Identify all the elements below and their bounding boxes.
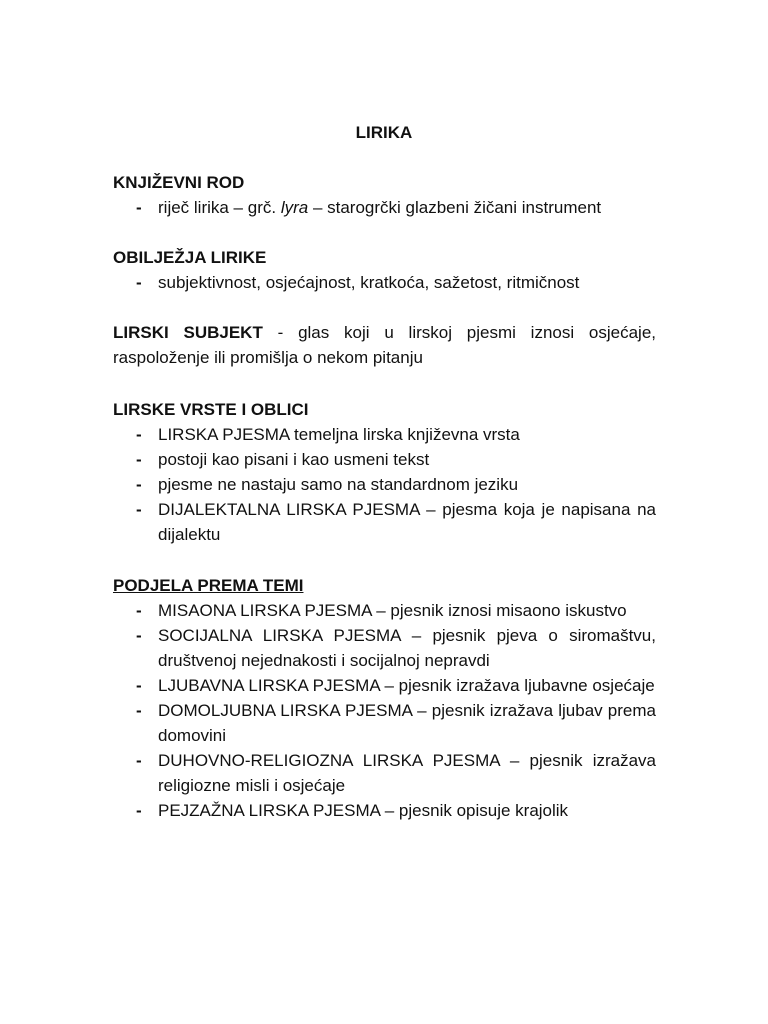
section-lirske-vrste xyxy=(113,397,656,547)
list-item: - subjektivnost, osjećajnost, kratkoća, sažetost, ritmičnost xyxy=(113,270,656,295)
section-heading: OBILJEŽJA LIRIKE xyxy=(113,248,267,267)
section-heading: LIRSKE VRSTE I OBLICI xyxy=(113,400,309,419)
list-item: - MISAONA LIRSKA PJESMA – pjesnik iznosi misaono iskustvo xyxy=(113,598,656,623)
list-item: - LJUBAVNA LIRSKA PJESMA – pjesnik izražava ljubavne osjećaje xyxy=(113,673,656,698)
list-item: - PEJZAŽNA LIRSKA PJESMA – pjesnik opisuje krajolik xyxy=(113,798,656,823)
list-item: - SOCIJALNA LIRSKA PJESMA – pjesnik pjeva o siromaštvu, društvenoj nejednakosti i socijalnoj nepravdi xyxy=(113,623,656,673)
section-heading: PODJELA PREMA TEMI xyxy=(113,576,304,595)
list-item: - riječ lirika – grč. lyra – starogrčki glazbeni žičani instrument xyxy=(113,195,656,220)
section-lirski-subjekt xyxy=(113,320,656,370)
list-item: - DOMOLJUBNA LIRSKA PJESMA – pjesnik izražava ljubav prema domovini xyxy=(113,698,656,748)
bullet-list xyxy=(113,270,656,295)
list-item: - DIJALEKTALNA LIRSKA PJESMA – pjesma koja je napisana na dijalektu xyxy=(113,497,656,547)
list-item: - postoji kao pisani i kao usmeni tekst xyxy=(113,447,656,472)
term-label: LIRSKI SUBJEKT xyxy=(113,323,263,342)
section-heading: KNJIŽEVNI ROD xyxy=(113,173,245,192)
bullet-list xyxy=(113,598,656,823)
list-item: - LIRSKA PJESMA temeljna lirska književna vrsta xyxy=(113,422,656,447)
bullet-list xyxy=(113,195,656,220)
section-podjela-prema-temi xyxy=(113,573,656,823)
list-item: - DUHOVNO-RELIGIOZNA LIRSKA PJESMA – pjesnik izražava religiozne misli i osjećaje xyxy=(113,748,656,798)
bullet-list xyxy=(113,422,656,547)
section-knjizevni-rod xyxy=(113,170,656,220)
list-item: - pjesme ne nastaju samo na standardnom jeziku xyxy=(113,472,656,497)
term-definition: - glas koji u lirskoj pjesmi iznosi osjećaje, raspoloženje ili promišlja o nekom pitanju xyxy=(113,323,656,367)
document-title: LIRIKA xyxy=(355,123,413,142)
section-obiljezja-lirike xyxy=(113,245,656,295)
